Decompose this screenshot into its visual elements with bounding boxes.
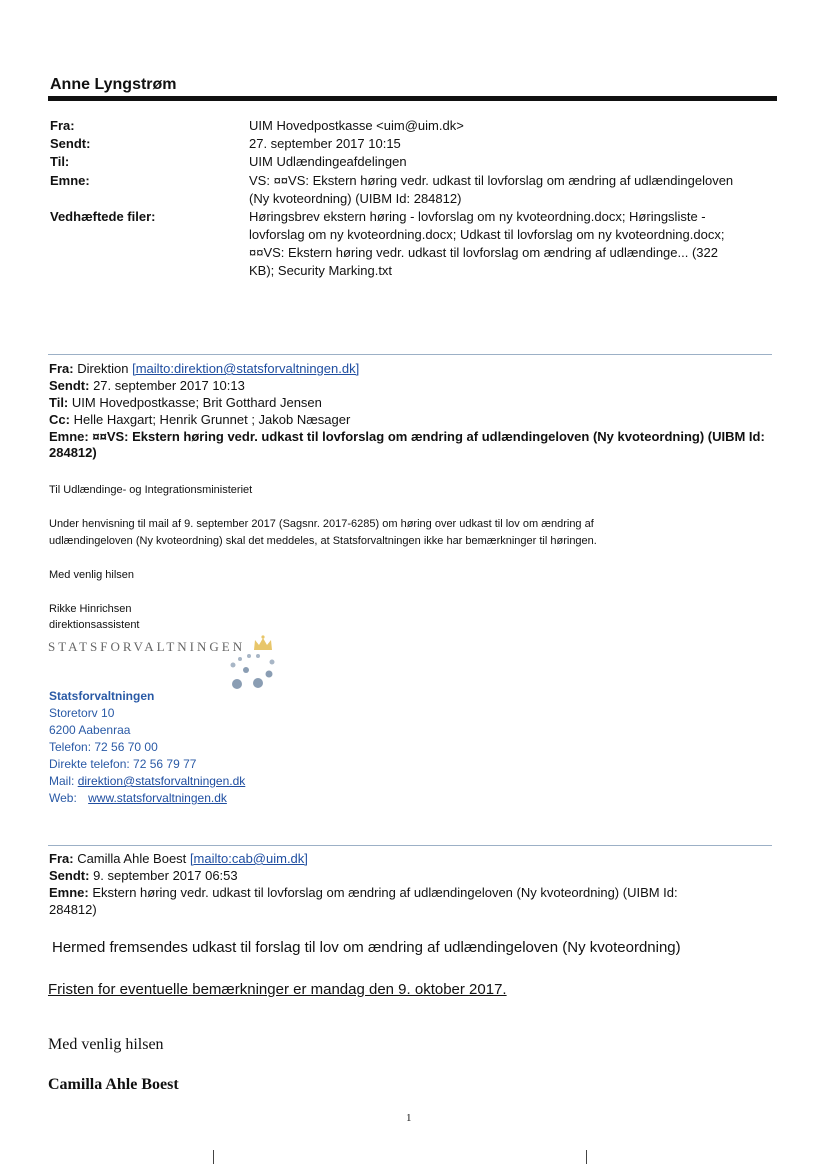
msg1-web-row [49,790,227,807]
subject-line-2: (Ny kvoteordning) (UIBM Id: 284812) [249,191,462,206]
msg1-to-value: UIM Hovedpostkasse; Brit Gotthard Jensen [71,395,322,410]
scan-mark-left [213,1150,214,1164]
attachments-line-4: KB); Security Marking.txt [249,263,393,278]
msg2-sent-value: 9. september 2017 06:53 [93,868,238,883]
from-value: UIM Hovedpostkasse <uim@uim.dk> [249,118,464,133]
msg1-to-label: Til: [49,395,69,410]
msg1-web-link[interactable]: www.statsforvaltningen.dk [88,791,227,805]
msg2-from-name: Camilla Ahle Boest [77,851,187,866]
msg2-subject-line-1: Ekstern høring vedr. udkast til lovforslag om ændring af udlændingeloven (Ny kvoteordning) (UIBM Id: [92,885,678,900]
header-rule [48,96,777,101]
msg1-mail-row [49,773,245,790]
msg2-sent [49,868,789,884]
from-label: Fra: [50,118,75,133]
page-number: 1 [406,1112,412,1124]
msg1-sent-value: 27. september 2017 10:13 [93,378,245,393]
msg1-cc [49,412,789,428]
msg2-deadline: Fristen for eventuelle bemærkninger er mandag den 9. oktober 2017. [48,981,507,998]
msg1-mail-link[interactable]: direktion@statsforvaltningen.dk [77,774,246,788]
msg1-closing: Med venlig hilsen [49,569,134,581]
attachments-line-1: Høringsbrev ekstern høring - lovforslag om ny kvoteordning.docx; Høringsliste - [249,209,706,224]
msg1-sent-label: Sendt: [49,378,90,393]
message-separator [48,354,772,355]
msg1-subject-label: Emne: [49,429,89,444]
sent-value: 27. september 2017 10:15 [249,136,401,151]
msg1-from-mailto-link[interactable]: [mailto:direktion@statsforvaltningen.dk] [132,361,360,376]
msg1-from [49,361,789,377]
msg1-sent [49,378,789,394]
msg1-web-label: Web: [49,791,77,805]
msg1-street: Storetorv 10 [49,706,115,720]
msg1-body-line-2: udlændingeloven (Ny kvoteordning) skal det meddeles, at Statsforvaltningen ikke har bemærkninger til høringen. [49,535,597,547]
document-owner: Anne Lyngstrøm [50,76,177,93]
subject-line-1: VS: ¤¤VS: Ekstern høring vedr. udkast til lovforslag om ændring af udlændingeloven [249,173,734,188]
to-value: UIM Udlændingeafdelingen [249,154,407,169]
msg1-city: 6200 Aabenraa [49,723,131,737]
statsforvaltningen-logo-text: STATSFORVALTNINGEN [48,639,246,654]
msg2-signature: Camilla Ahle Boest [48,1076,179,1093]
msg2-subject-line-2: 284812) [49,902,97,917]
attachments-line-2: lovforslag om ny kvoteordning.docx; Udkast til lovforslag om ny kvoteordning.docx; [249,227,725,242]
msg2-subject-label: Emne: [49,885,89,900]
attachments-line-3: ¤¤VS: Ekstern høring vedr. udkast til lovforslag om ændring af udlændinge... (322 [249,245,718,260]
msg2-from-mailto-link[interactable]: [mailto:cab@uim.dk] [189,851,308,866]
msg1-cc-value: Helle Haxgart; Henrik Grunnet ; Jakob Næsager [73,412,351,427]
msg1-mail-label: Mail: [49,774,75,788]
scan-mark-right [586,1150,587,1164]
msg2-subject [49,885,789,901]
msg1-org-name: Statsforvaltningen [49,689,155,703]
attachments-label: Vedhæftede filer: [50,209,156,224]
msg1-from-name: Direktion [77,361,129,376]
msg1-salutation: Til Udlændinge- og Integrationsministeriet [49,484,253,496]
msg2-subject-cont [49,902,789,918]
msg2-closing: Med venlig hilsen [48,1036,164,1053]
msg2-body: Hermed fremsendes udkast til forslag til lov om ændring af udlændingeloven (Ny kvoteordning) [52,939,681,956]
message-separator-2 [48,845,772,846]
msg2-from [49,851,789,867]
sent-label: Sendt: [50,136,91,151]
msg1-subject-line-1: ¤¤VS: Ekstern høring vedr. udkast til lovforslag om ændring af udlændingeloven (Ny kvoteordning) (UIBM Id: [92,429,765,444]
msg2-sent-label: Sendt: [49,868,90,883]
msg1-sig-title: direktionsassistent [49,619,140,631]
msg1-direct-phone: Direkte telefon: 72 56 79 77 [49,757,197,771]
msg1-sig-name: Rikke Hinrichsen [49,603,132,615]
msg1-from-label: Fra: [49,361,74,376]
msg1-body-line-1: Under henvisning til mail af 9. september 2017 (Sagsnr. 2017-6285) om høring over udkast til lov om ændring af [49,518,594,530]
msg2-from-label: Fra: [49,851,74,866]
msg1-subject-cont [49,445,789,461]
msg1-cc-label: Cc: [49,412,70,427]
msg1-phone: Telefon: 72 56 70 00 [49,740,158,754]
to-label: Til: [50,154,70,169]
msg1-subject-line-2: 284812) [49,445,97,460]
statsforvaltningen-logo-icon [220,632,282,694]
msg1-subject [49,429,789,445]
subject-label: Emne: [50,173,90,188]
msg1-to [49,395,789,411]
